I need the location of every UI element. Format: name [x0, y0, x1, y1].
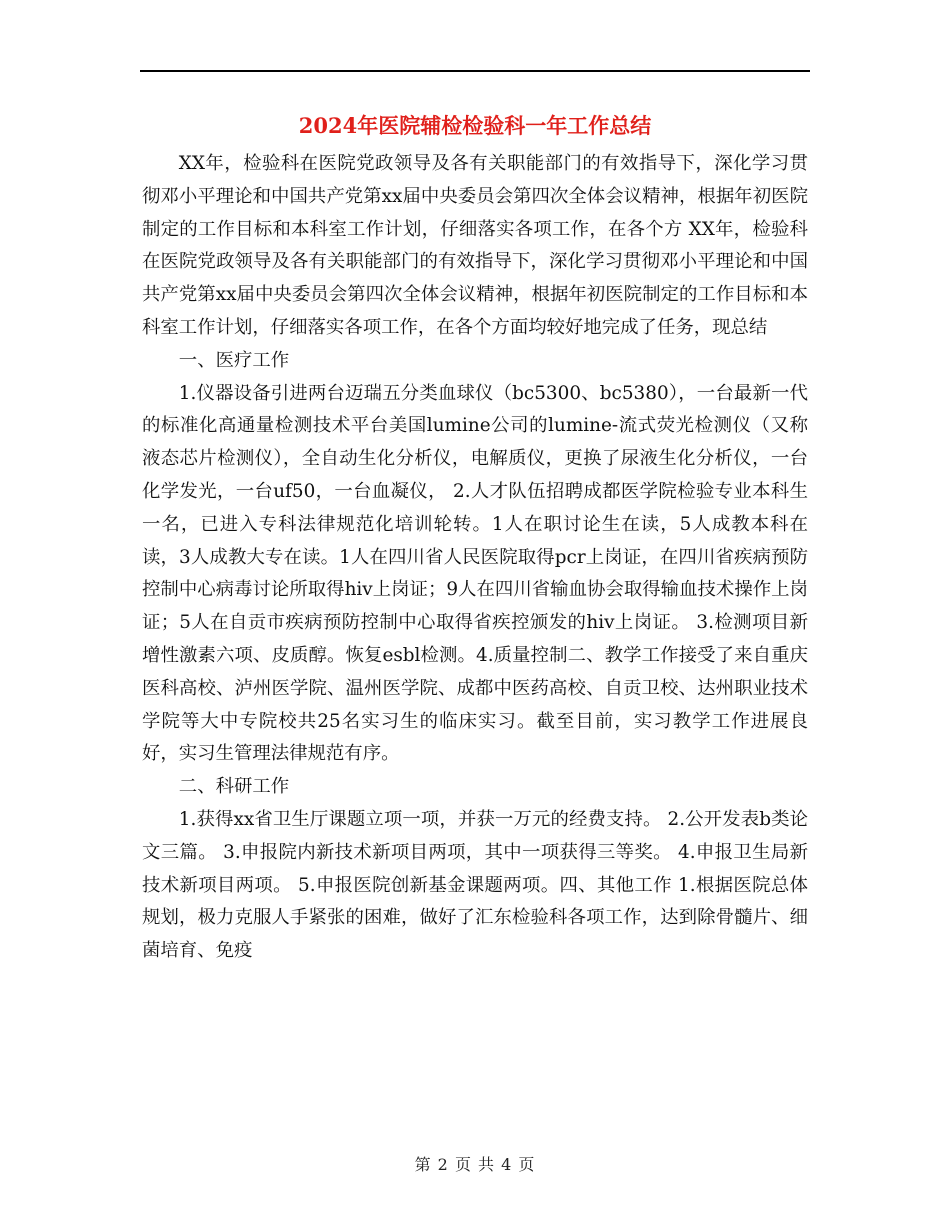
medical-work-paragraph: 1.仪器设备引进两台迈瑞五分类血球仪（bc5300、bc5380），一台最新一代的标准化高通量检测技术平台美国lumine公司的lumine-流式荧光检测仪（又称液态芯片检测仪），全自动生化分析仪，电解质仪，更换了尿液生化分析仪，一台化学发光，一台uf50，一台血凝仪， 2.人才队伍招聘成都医学院检验专业本科生一名，已进入专科法律规范化培训轮转。1人在职讨论生在读，5人成教本科在读，3人成教大专在读。1人在四川省人民医院取得pcr上岗证，在四川省疾病预防控制中心病毒讨论所取得hiv上岗证；9人在四川省输血协会取得输血技术操作上岗证；5人在自贡市疾病预防控制中心取得省疾控颁发的hiv上岗证。 3.检测项目新增性激素六项、皮质醇。恢复esbl检测。4.质量控制二、教学工作接受了来自重庆医科高校、泸州医学院、温州医学院、成都中医药高校、自贡卫校、达州职业技术学院等大中专院校共25名实习生的临床实习。截至目前，实习教学工作进展良好，实习生管理法律规范有序。	[142, 382, 808, 765]
research-work-paragraph: 1.获得xx省卫生厅课题立项一项，并获一万元的经费支持。 2.公开发表b类论文三篇。 3.申报院内新技术新项目两项，其中一项获得三等奖。 4.申报卫生局新技术新项目两项。 5.申报医院创新基金课题两项。四、其他工作 1.根据医院总体规划，极力克服人手紧张的困难，做好了汇东检验科各项工作，达到除骨髓片、细菌培育、免疫	[142, 808, 808, 962]
document-title: 2024年医院辅检检验科一年工作总结	[298, 113, 652, 138]
header-rule	[140, 70, 810, 72]
document-body	[142, 148, 808, 968]
section-heading-research: 二、科研工作	[178, 776, 290, 798]
page-footer: 第 2 页 共 4 页	[414, 1155, 536, 1174]
intro-paragraph: XX年，检验科在医院党政领导及各有关职能部门的有效指导下，深化学习贯彻邓小平理论和中国共产党第xx届中央委员会第四次全体会议精神，根据年初医院制定的工作目标和本科室工作计划，仔细落实各项工作，在各个方 XX年，检验科在医院党政领导及各有关职能部门的有效指导下，深化学习贯彻邓小平理论和中国共产党第xx届中央委员会第四次全体会议精神，根据年初医院制定的工作目标和本科室工作计划，仔细落实各项工作，在各个方面均较好地完成了任务，现总结	[142, 153, 808, 338]
section-heading-medical: 一、医疗工作	[178, 349, 290, 371]
